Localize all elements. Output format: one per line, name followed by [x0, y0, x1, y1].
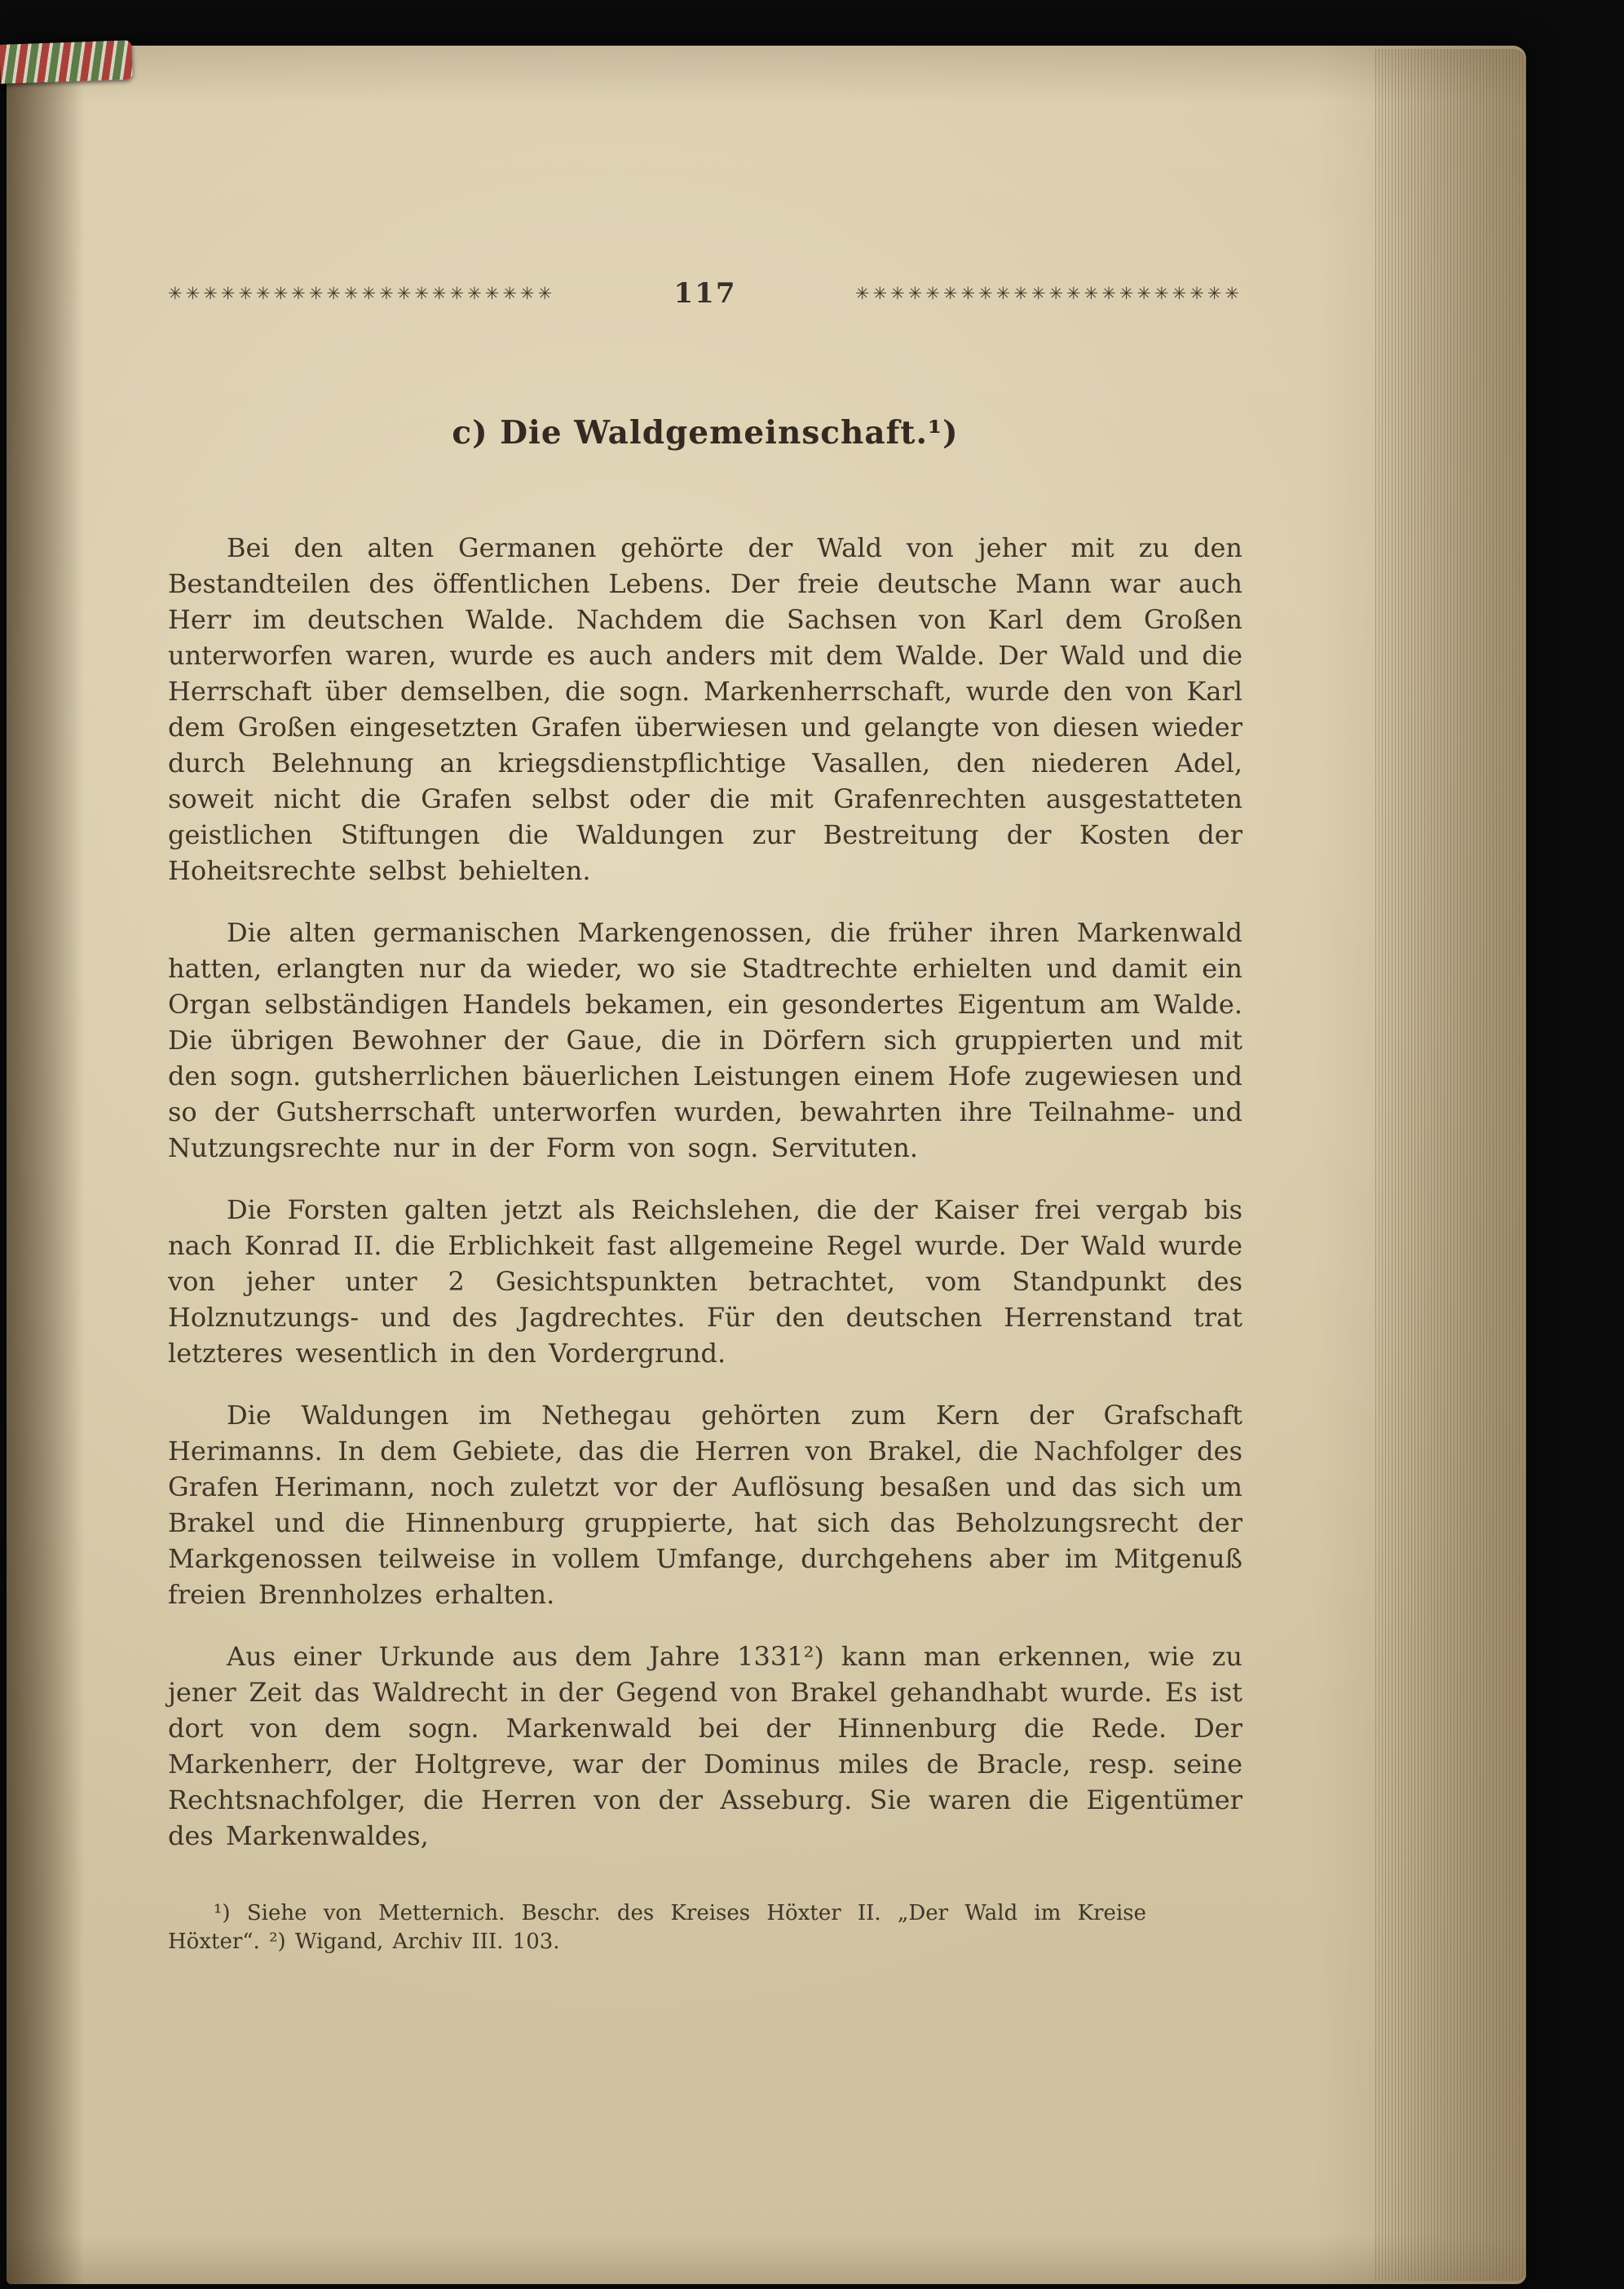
page-header [168, 277, 1242, 310]
section-heading: c) Die Waldgemeinschaft.¹) [452, 414, 959, 452]
book-page [7, 46, 1526, 2284]
bookmark-ribbon [0, 40, 133, 84]
book-spine-shadow [7, 46, 84, 2284]
page-number: 117 [673, 277, 737, 310]
paragraph-5: Aus einer Urkunde aus dem Jahre 1331²) kann man erkennen, wie zu jener Zeit das Waldrecht in der Gegend von Brakel gehandhabt wurde. Es ist dort von dem sogn. Markenwald bei der Hinnenburg die Rede. Der Markenherr, der Holtgreve, war der Dominus miles de Bracle, resp. seine Rechtsnachfolger, die Herren von der Asseburg. Sie waren die Eigentümer des Markenwaldes, [168, 1641, 1242, 1851]
paragraph-1: Bei den alten Germanen gehörte der Wald von jeher mit zu den Bestandteilen des öffentlichen Lebens. Der freie deutsche Mann war auch Herr im deutschen Walde. Nachdem die Sachsen von Karl dem Großen unterworfen waren, wurde es auch anders mit dem Walde. Der Wald und die Herrschaft über demselben, die sogn. Markenherrschaft, wurde den von Karl dem Großen eingesetzten Grafen überwiesen und gelangte von diesen wieder durch Belehnung an kriegsdienstpflichtige Vasallen, den niederen Adel, soweit nicht die Grafen selbst oder die mit Grafenrechten ausgestatteten geistlichen Stiftungen die Waldungen zur Bestreitung der Kosten der Hoheitsrechte selbst behielten. [168, 532, 1242, 886]
paragraph-2: Die alten germanischen Markengenossen, die früher ihren Markenwald hatten, erlangten nur da wieder, wo sie Stadtrechte erhielten und damit ein Organ selbständigen Handels bekamen, ein gesondertes Eigentum am Walde. Die übrigen Bewohner der Gaue, die in Dörfern sich gruppierten und mit den sogn. gutsherrlichen bäuerlichen Leistungen einem Hofe zugewiesen und so der Gutsherrschaft unterworfen wurden, bewahrten ihre Teilnahme- und Nutzungsrechte nur in der Form von sogn. Servituten. [168, 917, 1242, 1163]
paragraph-4: Die Waldungen im Nethegau gehörten zum Kern der Grafschaft Herimanns. In dem Gebiete, das die Herren von Brakel, die Nachfolger des Grafen Herimann, noch zuletzt vor der Auflösung besaßen und das sich um Brakel und die Hinnenburg gruppierte, hat sich das Beholzungsrecht der Markgenossen teilweise in vollem Umfange, durchgehens aber im Mitgenuß freien Brennholzes erhalten. [168, 1400, 1242, 1610]
page-content [168, 277, 1242, 1956]
ornament-border-right: ✳✳✳✳✳✳✳✳✳✳✳✳✳✳✳✳✳✳✳✳✳✳ [854, 284, 1242, 303]
ornament-border-left: ✳✳✳✳✳✳✳✳✳✳✳✳✳✳✳✳✳✳✳✳✳✳ [168, 284, 556, 303]
footnote: ¹) Siehe von Metternich. Beschr. des Kreises Höxter II. „Der Wald im Kreise Höxter“. ²) Wigand, Archiv III. 103. [168, 1901, 1146, 1954]
page-edge-stack [1373, 49, 1526, 2281]
paragraph-3: Die Forsten galten jetzt als Reichslehen, die der Kaiser frei vergab bis nach Konrad II. die Erblichkeit fast allgemeine Regel wurde. Der Wald wurde von jeher unter 2 Gesichtspunkten betrachtet, vom Standpunkt des Holznutzungs- und des Jagdrechtes. Für den deutschen Herrenstand trat letzteres wesentlich in den Vordergrund. [168, 1194, 1242, 1369]
